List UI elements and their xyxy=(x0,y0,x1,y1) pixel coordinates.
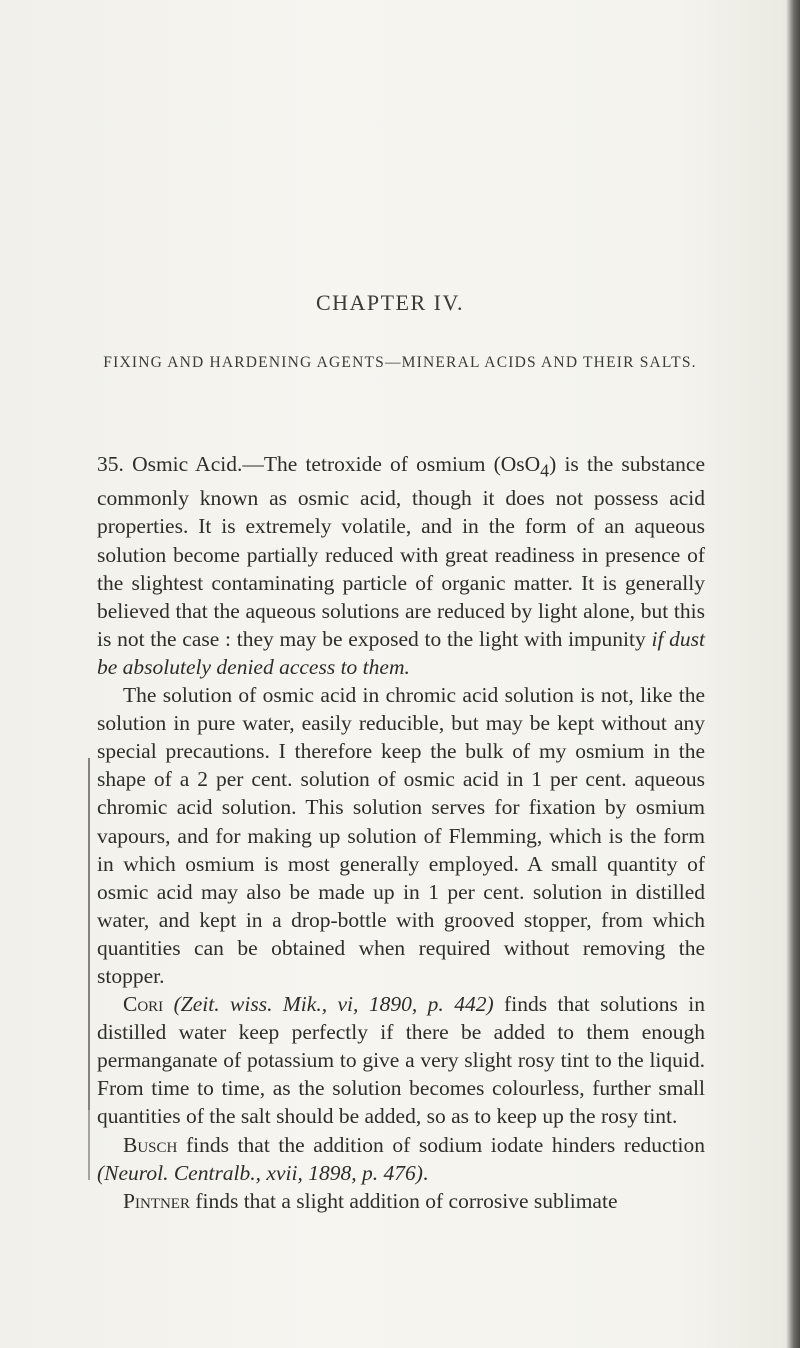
paragraph-osmic-acid xyxy=(97,450,705,681)
paragraph-text: finds that the addition of sodium iodate hinders reduction xyxy=(177,1132,705,1157)
margin-bracket-mark xyxy=(88,1110,90,1180)
section-number: 35. xyxy=(97,452,124,476)
emphasis-text: if dust be absolutely denied access to them. xyxy=(97,626,705,679)
paragraph-text: . xyxy=(422,1160,429,1185)
citation: (Neurol. Centralb., xvii, 1898, p. 476) xyxy=(97,1160,423,1185)
section-heading: Osmic Acid. xyxy=(132,452,243,476)
author-name: Busch xyxy=(123,1132,178,1157)
paragraph-text: —The tetroxide of osmium (OsO xyxy=(242,452,541,476)
formula-subscript: 4 xyxy=(540,460,550,481)
paragraph-text: finds that solutions in distilled water keep perfectly if there be added to them enough permanganate of potassium to give a very slight rosy tint to the liquid. From time to time, as the solution becomes colourless, further small quantities of the salt should be added, so as to keep up the rosy tint. xyxy=(97,992,705,1129)
paragraph-pintner xyxy=(97,1187,705,1215)
margin-bracket-mark xyxy=(88,758,90,1110)
chapter-heading: CHAPTER IV. xyxy=(315,290,465,315)
citation: (Zeit. wiss. Mik., vi, 1890, p. 442) xyxy=(173,992,494,1017)
author-name: Pintner xyxy=(123,1188,190,1213)
paragraph-text: ) is the substance commonly known as osmic acid, though it does not possess acid properties. It is extremely volatile, and in the form of an aqueous solution become partially reduced with great readiness in presence of the slightest contaminating particle of organic matter. It is generally believed that the aqueous solutions are reduced by light alone, but this is not the case : they may be exposed to the light with impunity xyxy=(97,452,705,651)
body-text xyxy=(97,450,705,1215)
page-edge-shadow xyxy=(786,0,800,1348)
paragraph-busch xyxy=(97,1131,705,1187)
paragraph-cori xyxy=(97,990,705,1130)
author-name: Cori xyxy=(123,992,164,1017)
chapter-subtitle: FIXING AND HARDENING AGENTS—MINERAL ACIDS AND THEIR SALTS. xyxy=(103,354,697,371)
paragraph-text: finds that a slight addition of corrosive sublimate xyxy=(189,1188,618,1213)
paragraph-chromic-solution: The solution of osmic acid in chromic acid solution is not, like the solution in pure water, easily reducible, but may be kept without any special precautions. I therefore keep the bulk of my osmium in the shape of a 2 per cent. solution of osmic acid in 1 per cent. aqueous chromic acid solution. This solution serves for fixation by osmium vapours, and for making up solution of Flemming, which is the form in which osmium is most generally employed. A small quantity of osmic acid may also be made up in 1 per cent. solution in distilled water, and kept in a drop-bottle with grooved stopper, from which quantities can be obtained when required without removing the stopper. xyxy=(97,683,705,988)
